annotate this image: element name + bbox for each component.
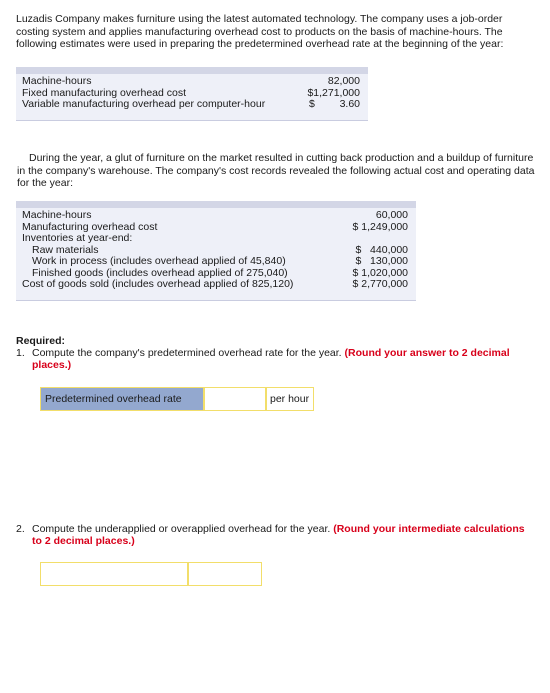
q2-answer-row: [40, 562, 262, 586]
row-label: Raw materials: [32, 243, 99, 256]
row-label: Fixed manufacturing overhead cost: [22, 86, 187, 99]
question-1: [16, 347, 536, 371]
row-value: $ 1,020,000: [352, 266, 408, 279]
row-label: Variable manufacturing overhead per computer-hour: [22, 98, 266, 110]
row-value: 82,000: [327, 75, 360, 87]
row-label: Inventories at year-end:: [22, 232, 133, 244]
rounding-note: (Round your answer to 2 decimal places.): [32, 347, 510, 371]
table-row: [22, 256, 410, 268]
row-label: Cost of goods sold (includes overhead applied of 825,120): [22, 278, 294, 290]
table-row: [22, 233, 410, 245]
overhead-amount-input[interactable]: [188, 562, 262, 586]
question-text: Compute the company's predetermined overhead rate for the year.: [32, 347, 342, 359]
row-label: Manufacturing overhead cost: [22, 220, 158, 233]
row-value: $1,271,000: [307, 86, 360, 99]
question-number: 2.: [16, 523, 25, 535]
actuals-table: [16, 201, 416, 301]
predetermined-rate-label: Predetermined overhead rate: [40, 387, 204, 411]
table-row: [22, 76, 362, 88]
question-number: 1.: [16, 347, 25, 359]
middle-paragraph: During the year, a glut of furniture on the market resulted in cutting back production and a buildup of furniture in the company's warehouse. The company's cost records revealed the following actual cost and operating data for the year:: [17, 152, 535, 189]
row-value: $ 2,770,000: [352, 278, 408, 290]
question-2: [16, 523, 536, 547]
under-over-applied-select[interactable]: [40, 562, 188, 586]
question-text: Compute the underapplied or overapplied overhead for the year.: [32, 523, 331, 535]
row-label: Machine-hours: [22, 75, 92, 87]
rounding-note: (Round your intermediate calculations to 2 decimal places.): [32, 523, 525, 547]
row-value: 3.60: [339, 98, 360, 110]
row-value: $ 1,249,000: [352, 220, 408, 233]
row-label: Machine-hours: [22, 209, 92, 221]
required-heading: Required:: [16, 335, 66, 347]
predetermined-rate-input[interactable]: [204, 387, 266, 411]
table-row: [22, 99, 362, 111]
table-row: [22, 279, 410, 291]
row-value: $ 130,000: [355, 255, 408, 267]
row-value: $ 440,000: [355, 243, 408, 256]
row-label: Work in process (includes overhead applied of 45,840): [32, 255, 286, 267]
row-value: 60,000: [375, 209, 408, 221]
table-row: [22, 210, 410, 222]
row-currency: $: [309, 98, 315, 110]
unit-label: per hour: [266, 387, 314, 411]
q1-answer-row: [40, 387, 314, 411]
row-label: Finished goods (includes overhead applied of 275,040): [32, 266, 288, 279]
estimates-table: [16, 67, 368, 121]
intro-paragraph: Luzadis Company makes furniture using the latest automated technology. The company uses a job-order costing system and applies manufacturing overhead cost to products on the basis of machine-hours. The following estimates were used in preparing the predetermined overhead rate at the beginning of the year:: [16, 13, 504, 50]
